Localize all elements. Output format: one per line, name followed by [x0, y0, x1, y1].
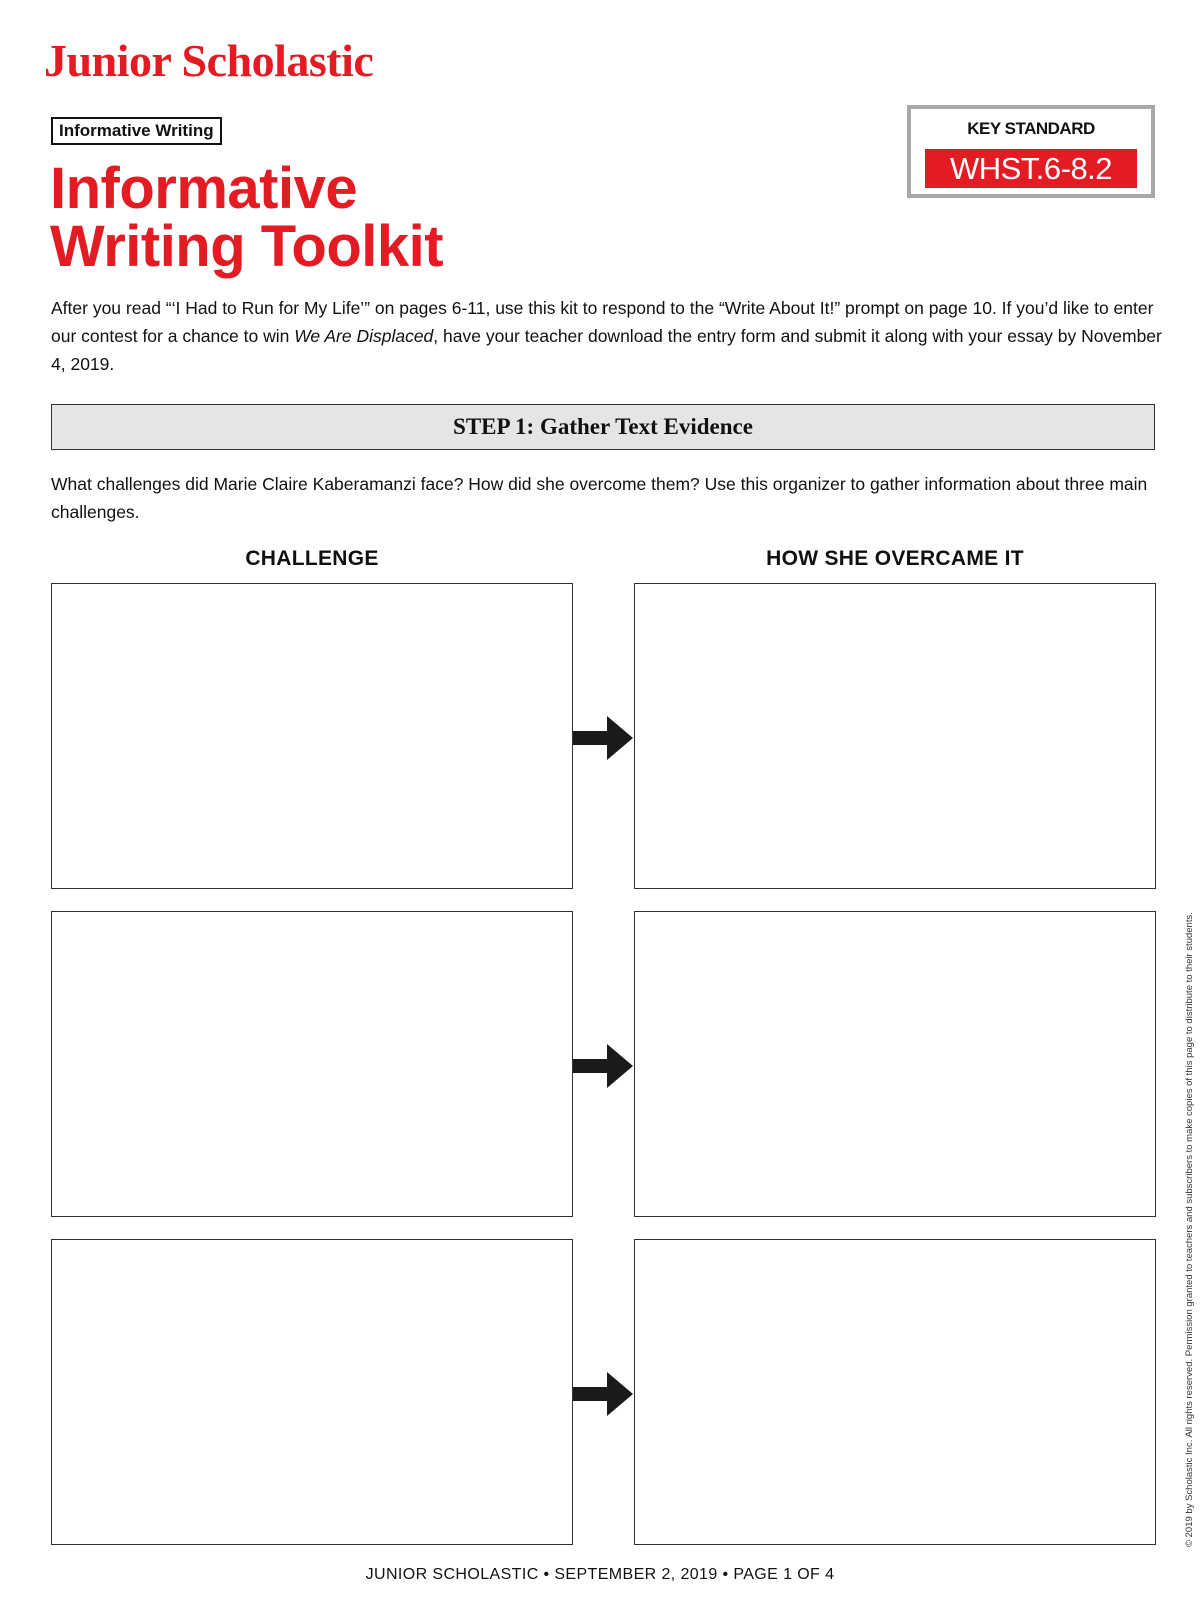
step1-prompt: What challenges did Marie Claire Kaberamanzi face? How did she overcome them? Use this organizer to gather information about three main challenges.	[51, 474, 1148, 522]
key-standard-code: WHST.6-8.2	[925, 149, 1137, 188]
page-title	[50, 156, 444, 279]
overcame-box-2[interactable]	[634, 911, 1156, 1217]
overcame-box-3[interactable]	[634, 1239, 1156, 1545]
arrow-right-icon	[573, 1044, 635, 1088]
overcame-column-header: HOW SHE OVERCAME IT	[766, 547, 1024, 570]
page-footer: JUNIOR SCHOLASTIC • SEPTEMBER 2, 2019 • PAGE 1 OF 4	[365, 1566, 835, 1583]
key-standard-box	[907, 105, 1155, 198]
challenge-column-header: CHALLENGE	[245, 547, 379, 570]
intro-text-part1: After you read “‘I Had to Run for My Life’” on pages 6-11, use this kit to respond to the “Write About It!” prompt on page 10. If you’d like to enter our contest for a chance to win	[51, 298, 1154, 346]
key-standard-label: KEY STANDARD	[967, 119, 1095, 138]
arrow-right-icon	[573, 1372, 635, 1416]
challenge-box-1[interactable]	[51, 583, 573, 889]
intro-text-part2: , have your teacher download the entry form and submit it along with your essay by November 4, 2019.	[51, 326, 1162, 374]
intro-book-title: We Are Displaced	[294, 326, 434, 346]
copyright-notice: © 2019 by Scholastic Inc. All rights reserved. Permission granted to teachers and subscribers to make copies of this page to distribute to their students.	[1184, 912, 1195, 1547]
page-title-line1: Informative	[50, 156, 358, 221]
intro-paragraph	[51, 294, 1166, 378]
brand-logo: Junior Scholastic	[44, 35, 374, 86]
arrow-right-icon	[573, 716, 635, 760]
page-title-line2: Writing Toolkit	[50, 214, 444, 279]
overcame-box-1[interactable]	[634, 583, 1156, 889]
step1-heading: STEP 1: Gather Text Evidence	[51, 404, 1155, 450]
challenge-box-2[interactable]	[51, 911, 573, 1217]
challenge-box-3[interactable]	[51, 1239, 573, 1545]
category-tag: Informative Writing	[51, 117, 222, 145]
